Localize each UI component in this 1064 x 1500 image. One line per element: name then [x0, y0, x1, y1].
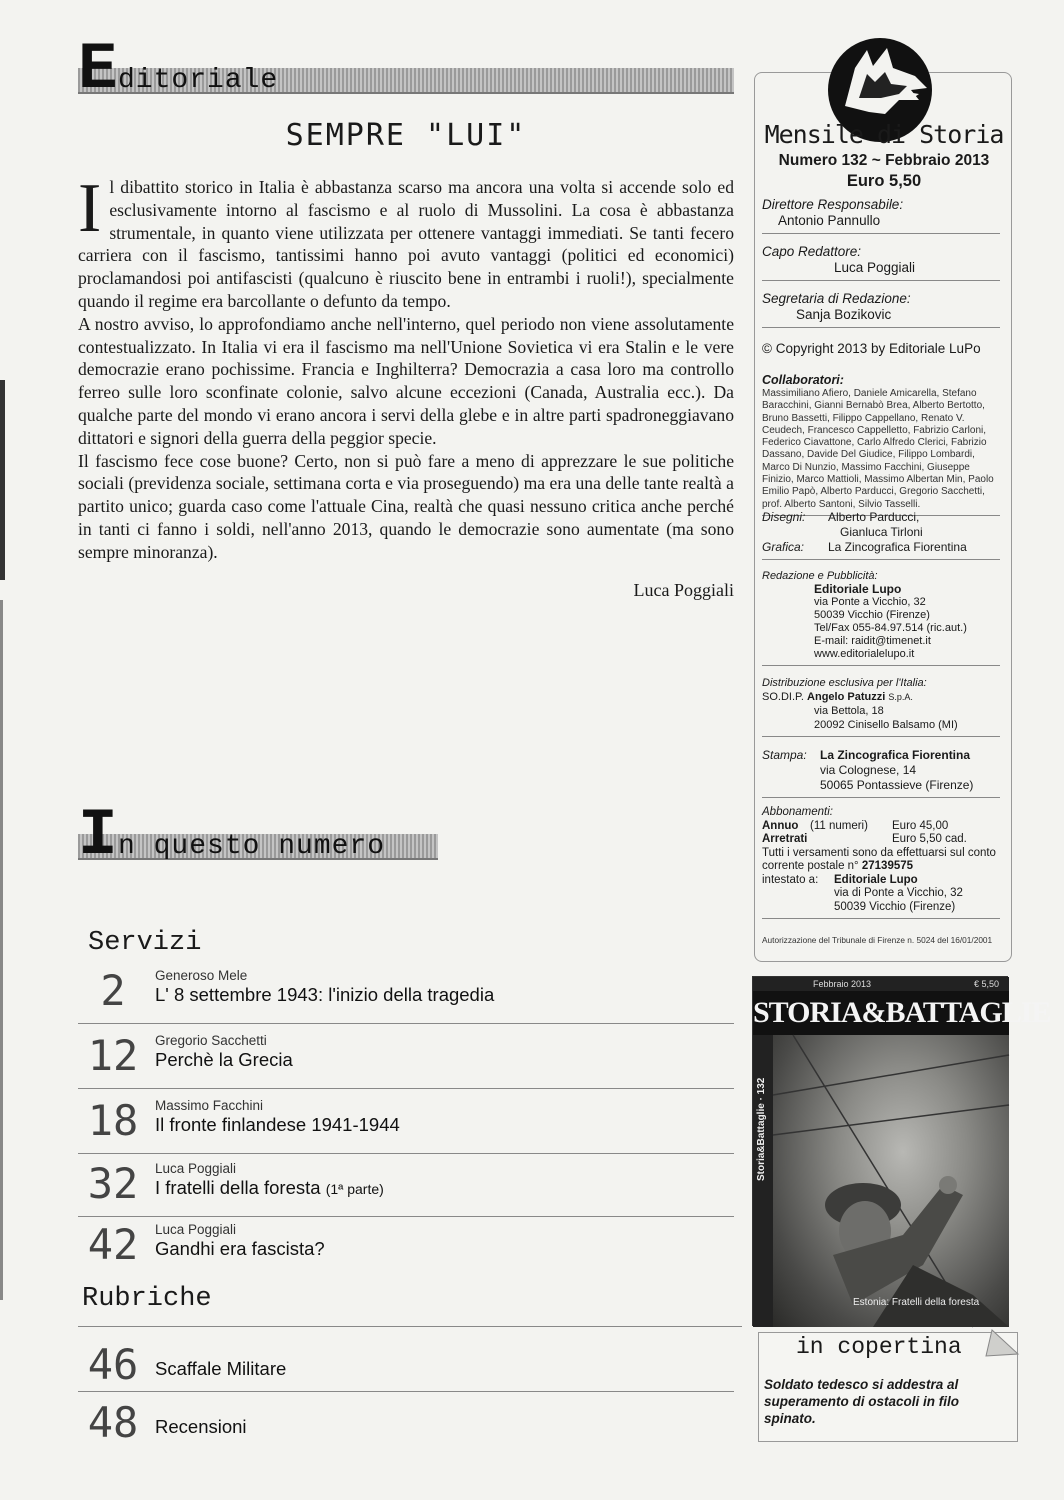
masthead-title: Mensile di Storia	[764, 120, 1004, 149]
page-corner-icon	[982, 1326, 1022, 1360]
toc-title-text: I fratelli della foresta	[155, 1177, 321, 1198]
redazione-email[interactable]: E-mail: raidit@timenet.it	[814, 635, 931, 647]
subscriptions-label: Abbonamenti:	[762, 806, 833, 818]
toc-header-initial: I	[78, 798, 118, 873]
toc-title-text: Gandhi era fascista?	[155, 1238, 325, 1259]
director-name: Antonio Pannullo	[778, 213, 881, 228]
editor-block	[762, 244, 1000, 281]
secretary-block	[762, 291, 1000, 328]
binding-edge	[0, 600, 3, 1300]
drawings-value-1: Alberto Parducci,	[828, 510, 920, 524]
toc-header-text: n questo numero	[118, 831, 386, 862]
in-cover-description: Soldato tedesco si addestra al superamento di ostacoli in filo spinato.	[764, 1377, 960, 1426]
editorial-signature: Luca Poggiali	[633, 580, 734, 600]
editorial-paragraph-2: A nostro avviso, lo approfondiamo anche nell'interno, quel periodo non viene assolutamente contestualizzato. In Italia vi era il fascismo ma nell'Unione Sovietica vi era Stalin e le vere democrazie erano pochissime. Francia e Inghilterra? Democrazia a casa loro ma controllo ferreo sulle loro sconfinate colonie, salvo alcune eccezioni (Canada, Australia ecc.). Da qualche parte del mondo vi erano ancora i servi della glebe e in altre parti spadroneggiavano dittatori e signori della guerra della peggior specie.	[78, 313, 734, 448]
toc-title: Scaffale Militare	[155, 1358, 287, 1379]
subscriptions-text-row	[762, 847, 1000, 874]
toc-page-number: 32	[87, 1159, 139, 1208]
distribution-prefix: SO.DI.P.	[762, 691, 804, 703]
masthead-issue: Numero 132 ~ Febbraio 2013	[778, 152, 990, 169]
subscriptions-annual-price: Euro 45,00	[892, 819, 949, 832]
subscriptions-account: 27139575	[861, 860, 914, 872]
print-block	[762, 748, 1000, 798]
credits-block	[762, 510, 1000, 560]
cover-price: € 5,50	[973, 979, 999, 989]
subscriptions-back-row	[762, 833, 1000, 847]
editorial-paragraph-1	[78, 170, 734, 313]
toc-title	[155, 1238, 325, 1260]
toc-title	[155, 1114, 400, 1136]
editorial-paragraph-1-text: l dibattito storico in Italia è abbastanza scarso ma ancora una volta si accende solo ed esclusivamente intorno al fascismo e al ruolo di Mussolini. La cosa è abbastanza strumentale, in quanto viene utilizzata per ottenere vantaggi immediati. Se tanti fecero carriera con il fascismo, tantissimi hanno poi avuto vantaggi (politici ed economici) proclamandosi poi antifascisti (qualcuno è riuscito bene in entrambi i ruoli!), specialmente quando il regime era barcollante o defunto da tempo.	[78, 177, 734, 311]
toc-item[interactable]	[78, 1092, 734, 1154]
toc-title	[155, 1177, 384, 1199]
toc-header	[78, 798, 438, 873]
secretary-label: Segretaria di Redazione:	[762, 291, 911, 306]
toc-item[interactable]	[78, 1336, 734, 1392]
redazione-line: 50039 Vicchio (Firenze)	[814, 609, 930, 621]
graphics-value: La Zincografica Fiorentina	[828, 540, 967, 554]
copyright-line: © Copyright 2013 by Editoriale LuPo	[762, 341, 981, 356]
director-label: Direttore Responsabile:	[762, 197, 904, 212]
toc-author: Gregorio Sacchetti	[155, 1033, 267, 1048]
distribution-line: via Bettola, 18	[814, 705, 884, 717]
cover-date: Febbraio 2013	[813, 979, 872, 989]
editorial-title: SEMPRE "LUI"	[285, 118, 527, 153]
redazione-name: Editoriale Lupo	[814, 582, 902, 596]
subscriptions-back-price: Euro 5,50 cad.	[892, 833, 967, 845]
subscriptions-annual-note: (11 numeri)	[810, 819, 868, 832]
toc-title	[155, 984, 494, 1006]
toc-item[interactable]	[78, 1216, 734, 1278]
subscriptions-text: Tutti i versamenti sono da effettuarsi sul conto corrente postale n°	[762, 846, 996, 872]
cover-top-strip	[753, 977, 1009, 991]
subscriptions-to-name: Editoriale Lupo	[834, 873, 918, 886]
editorial-header-text: ditoriale	[118, 65, 279, 96]
toc-author: Generoso Mele	[155, 968, 248, 983]
toc-title	[155, 1049, 293, 1071]
drawings-row	[762, 510, 1000, 525]
toc-title-note: (1ª parte)	[325, 1181, 384, 1197]
toc-title: Recensioni	[155, 1416, 247, 1437]
distribution-name-row	[762, 690, 1000, 704]
distribution-name: Angelo Patuzzi	[807, 691, 886, 703]
editorial-header	[78, 32, 734, 107]
drawings-value-2: Gianluca Tirloni	[840, 525, 923, 539]
toc-page-number: 2	[100, 966, 126, 1015]
cover-image[interactable]	[752, 976, 1051, 1326]
graphics-label: Grafica:	[762, 540, 805, 554]
subscriptions-back-label: Arretrati	[762, 833, 808, 845]
distribution-suffix: S.p.A.	[888, 692, 913, 702]
print-line: via Colognese, 14	[820, 763, 917, 777]
cover-spine-text: Storia&Battaglie · 132	[756, 1077, 767, 1181]
redazione-website-link[interactable]: www.editorialelupo.it	[814, 648, 915, 660]
toc-servizi-heading: Servizi	[88, 928, 202, 958]
toc-author: Massimo Facchini	[155, 1098, 264, 1113]
graphics-row	[762, 540, 1000, 555]
distribution-block	[762, 676, 1000, 737]
masthead-price: Euro 5,50	[846, 172, 922, 190]
subscriptions-annual-label: Annuo	[762, 819, 799, 832]
authorization-note: Autorizzazione del Tribunale di Firenze n. 5024 del 16/01/2001	[762, 935, 993, 945]
collaborators-block	[762, 372, 1000, 516]
editor-label: Capo Redattore:	[762, 244, 862, 259]
editor-name: Luca Poggiali	[834, 260, 916, 275]
subscriptions-to-line: 50039 Vicchio (Firenze)	[834, 900, 956, 913]
collaborators-list: Massimiliano Afiero, Daniele Amicarella, Stefano Baracchini, Gianni Bernabò Brea, Alberto Bertotto, Bruno Bassetti, Filippo Cappellano, Renato V. Ceudech, Francesco Cappelletto, Fabrizio Carloni, Federico Ciavattone, Carlo Alfredo Clerici, Fabrizio Dassano, Davide Del Giudice, Filippo Lombardi, Marco Di Nunzio, Massimo Facchini, Giuseppe Finizio, Marco Mattioli, Massimo Albertan Min, Paolo Emilio Papò, Alberto Parducci, Gregorio Sacchetti, prof. Alberto Santoni, Silvio Tasselli.	[762, 388, 994, 510]
toc-page-number: 42	[87, 1220, 139, 1269]
toc-rubriche-heading: Rubriche	[82, 1284, 212, 1314]
print-label: Stampa:	[762, 748, 807, 762]
toc-item[interactable]	[78, 1027, 734, 1089]
toc-item[interactable]	[78, 1155, 734, 1217]
binding-shadow	[0, 380, 5, 580]
drawings-row-2	[762, 525, 1000, 540]
subscriptions-to-row	[762, 874, 1000, 888]
cover-logo: STORIA&BATTAGLIE	[753, 991, 1009, 1035]
toc-page-number: 46	[87, 1340, 139, 1389]
cover-spine	[753, 1035, 773, 1327]
distribution-line: 20092 Cinisello Balsamo (MI)	[814, 719, 958, 731]
soldier-illustration-icon	[773, 1035, 1009, 1327]
toc-page-number: 12	[87, 1031, 139, 1080]
toc-page-number: 48	[87, 1398, 139, 1447]
toc-title-text: Il fronte finlandese 1941-1944	[155, 1114, 400, 1135]
toc-divider	[78, 1326, 742, 1327]
editorial-header-initial: E	[78, 32, 118, 107]
editorial-body	[78, 170, 734, 564]
collaborators-label: Collaboratori:	[762, 373, 844, 387]
cover-photo-soldier	[773, 1035, 1009, 1327]
distribution-label: Distribuzione esclusiva per l'Italia:	[762, 677, 927, 689]
print-line: 50065 Pontassieve (Firenze)	[820, 778, 974, 792]
redazione-block	[762, 570, 1000, 666]
print-name: La Zincografica Fiorentina	[820, 748, 971, 762]
secretary-name: Sanja Bozikovic	[796, 307, 892, 322]
toc-page-number: 18	[87, 1096, 139, 1145]
print-row	[762, 748, 1000, 763]
cover-caption: Estonia: Fratelli della foresta	[853, 1297, 980, 1308]
toc-author: Luca Poggiali	[155, 1222, 237, 1237]
subscriptions-to-line: via di Ponte a Vicchio, 32	[834, 887, 963, 899]
toc-item[interactable]	[78, 1394, 734, 1456]
redazione-line: via Ponte a Vicchio, 32	[814, 596, 926, 608]
toc-title-text: L' 8 settembre 1943: l'inizio della tragedia	[155, 984, 495, 1005]
subscriptions-to-label: intestato a:	[762, 873, 819, 886]
toc-author: Luca Poggiali	[155, 1161, 237, 1176]
subscriptions-block	[762, 806, 1000, 919]
toc-title-text: Perchè la Grecia	[155, 1049, 293, 1070]
redazione-label: Redazione e Pubblicità:	[762, 570, 878, 582]
redazione-line: Tel/Fax 055-84.97.514 (ric.aut.)	[814, 622, 967, 634]
editorial-paragraph-3: Il fascismo fece cose buone? Certo, non si può fare a meno di apprezzare le sue politiche sociali (previdenza sociale, settimana corta e via proseguendo) ma era una delle tante realtà a partito unico; guarda caso come l'attuale Cina, realtà che quasi nessuno critica anche perché in tanti ci fanno i soldi, nell'anno 2013, quando le democrazie sono aumentate (ma sono sempre minoranza).	[78, 450, 734, 562]
in-cover-title: in copertina	[796, 1334, 962, 1360]
drawings-label: Disegni:	[762, 510, 806, 524]
toc-item[interactable]	[78, 962, 734, 1024]
subscriptions-annual-row	[762, 820, 1000, 834]
director-block	[762, 197, 1000, 234]
drop-cap: I	[78, 170, 102, 247]
